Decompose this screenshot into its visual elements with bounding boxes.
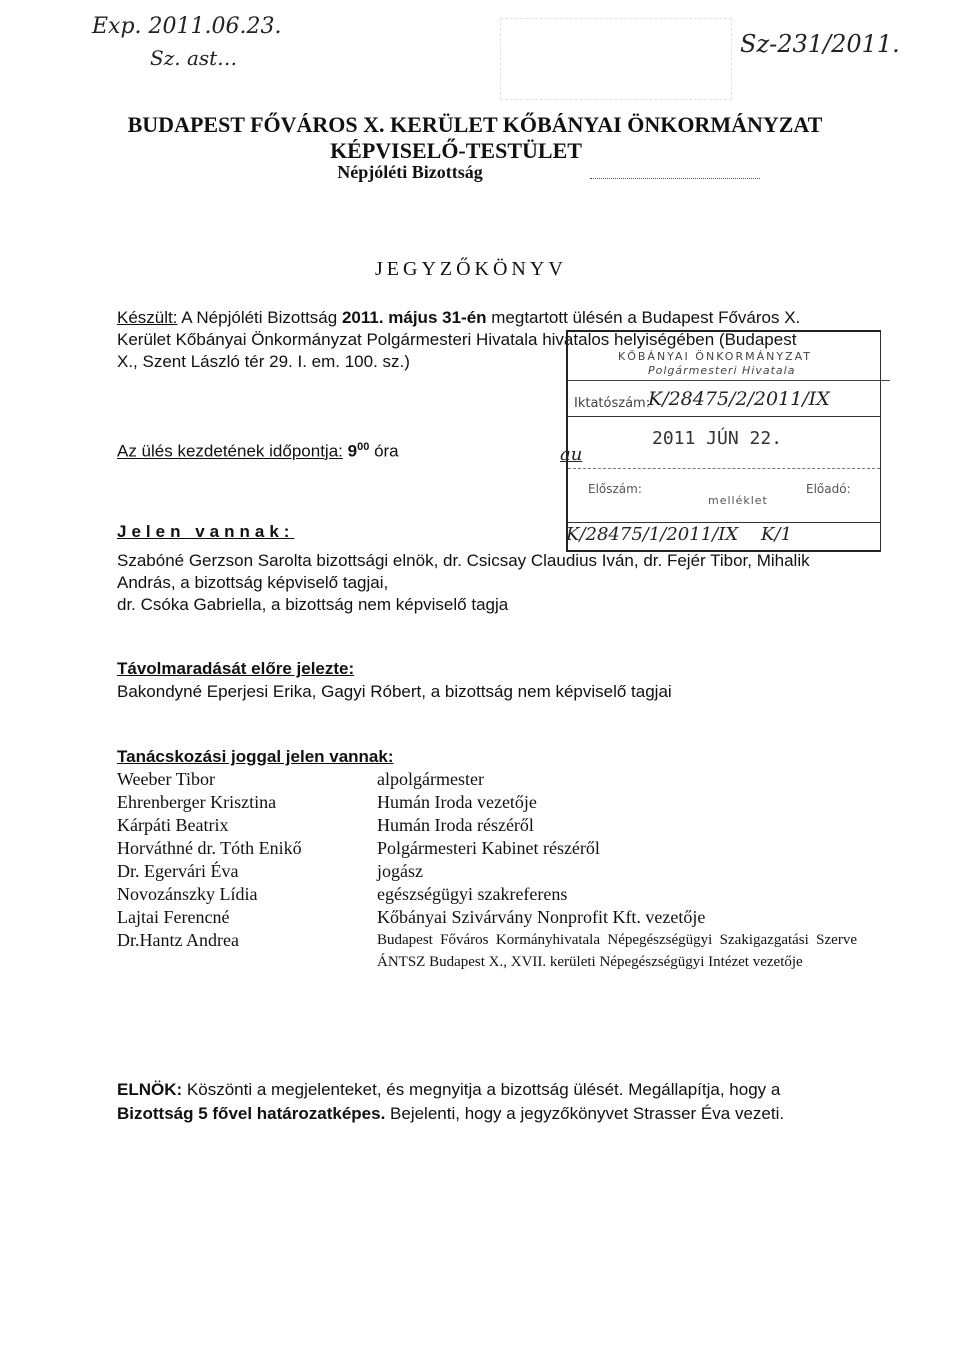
intro-label: Készült: [117, 308, 178, 327]
intro-text-c: megtartott ülésén a Budapest Főváros X. [486, 308, 801, 327]
melleklet-label: melléklet [708, 494, 768, 507]
handwritten-reference: Sz-231/2011. [740, 30, 900, 58]
absent-heading: Távolmaradását előre jelezte: [117, 659, 355, 678]
header-underline [590, 178, 760, 179]
advisory-role: Budapest Főváros Kormányhivatala Népegészségügyi Szakigazgatási Szerve ÁNTSZ Budapest X., XVII. kerületi Népegészségügyi Intézet vezetője [377, 932, 857, 970]
stamp-org-1: KŐBÁNYAI ÖNKORMÁNYZAT [618, 350, 812, 363]
stamp-date: 2011 JÚN 22. [652, 428, 783, 449]
stamp-initials: au [560, 444, 583, 465]
advisory-name: Novozánszky Lídia [117, 884, 258, 904]
start-time-value: 9 [347, 441, 358, 461]
closing-paragraph [117, 1078, 877, 1126]
advisory-name: Weeber Tibor [117, 769, 216, 789]
header-line-1: BUDAPEST FŐVÁROS X. KERÜLET KŐBÁNYAI ÖNKORMÁNYZAT [127, 112, 823, 137]
intro-line-1 [117, 307, 877, 329]
intro-line-3: X., Szent László tér 29. I. em. 100. sz.) [117, 352, 410, 371]
absent-line-1: Bakondyné Eperjesi Erika, Gagyi Róbert, a bizottság nem képviselő tagjai [117, 682, 672, 701]
advisory-role: Polgármesteri Kabinet részéről [377, 838, 600, 858]
closing-text-1: Köszönti a megjelenteket, és megnyitja a bizottság ülését. Megállapítja, hogy a [182, 1080, 781, 1099]
stamp-divider-1 [568, 380, 890, 381]
advisory-table [117, 768, 877, 998]
present-line-2: András, a bizottság képviselő tagjai, [117, 573, 389, 592]
header-line-3: Népjóléti Bizottság [337, 162, 483, 182]
stamp-divider-2 [568, 416, 880, 417]
advisory-role: Humán Iroda vezetője [377, 792, 537, 812]
intro-text-a: A Népjóléti Bizottság [181, 308, 342, 327]
iktato-label: Iktatószám: [574, 396, 651, 411]
advisory-role: jogász [377, 861, 423, 881]
advisory-name: Ehrenberger Krisztina [117, 792, 277, 812]
stamp-divider-4 [568, 522, 880, 523]
present-heading: Jelen vannak: [117, 522, 295, 541]
start-time-label: Az ülés kezdetének időpontja: [117, 441, 343, 461]
handwritten-date: Exp. 2011.06.23. [92, 14, 282, 39]
advisory-name: Lajtai Ferencné [117, 907, 230, 927]
present-line-3: dr. Csóka Gabriella, a bizottság nem képviselő tagja [117, 595, 509, 614]
start-time [117, 436, 399, 463]
closing-text-2: Bejelenti, hogy a jegyzőkönyvet Strasser Éva vezeti. [385, 1104, 785, 1123]
advisory-heading: Tanácskozási joggal jelen vannak: [117, 747, 394, 766]
eloado-label: Előadó: [806, 482, 851, 496]
advisory-name: Dr. Egervári Éva [117, 861, 239, 881]
faded-stamp [500, 18, 732, 100]
advisory-name: Dr.Hantz Andrea [117, 930, 239, 950]
stamp-bottom-value: K/28475/1/2011/IX K/1 [566, 524, 793, 545]
start-time-unit: óra [374, 441, 399, 461]
advisory-role: Kőbányai Szivárvány Nonprofit Kft. vezetője [377, 907, 706, 927]
advisory-role: egészségügyi szakreferens [377, 884, 568, 904]
advisory-role: Humán Iroda részéről [377, 815, 534, 835]
stamp-org-2: Polgármesteri Hivatala [648, 364, 796, 377]
eloszam-label: Előszám: [588, 482, 642, 496]
stamp-divider-3 [568, 468, 880, 469]
header-line-2: KÉPVISELŐ-TESTÜLET [330, 138, 582, 163]
advisory-name: Kárpáti Beatrix [117, 815, 229, 835]
advisory-name: Horváthné dr. Tóth Enikő [117, 838, 302, 858]
handwritten-initials: Sz. ast… [150, 46, 238, 70]
registration-stamp [560, 330, 881, 552]
meeting-date: 2011. május 31-én [341, 308, 487, 327]
intro-line-2: Kerület Kőbányai Önkormányzat Polgármesteri Hivatala hivatalos helyiségében (Budapest [117, 330, 797, 349]
start-time-minutes: 00 [357, 441, 370, 453]
iktato-value: K/28475/2/2011/IX [648, 388, 830, 410]
document-title: JEGYZŐKÖNYV [375, 258, 567, 280]
present-line-1: Szabóné Gerzson Sarolta bizottsági elnök, dr. Csicsay Claudius Iván, dr. Fejér Tibor, Mihalik [117, 551, 810, 570]
advisory-role: alpolgármester [377, 769, 484, 789]
quorum-statement: Bizottság 5 fővel határozatképes. [117, 1104, 386, 1123]
chair-label: ELNÖK: [117, 1080, 183, 1099]
